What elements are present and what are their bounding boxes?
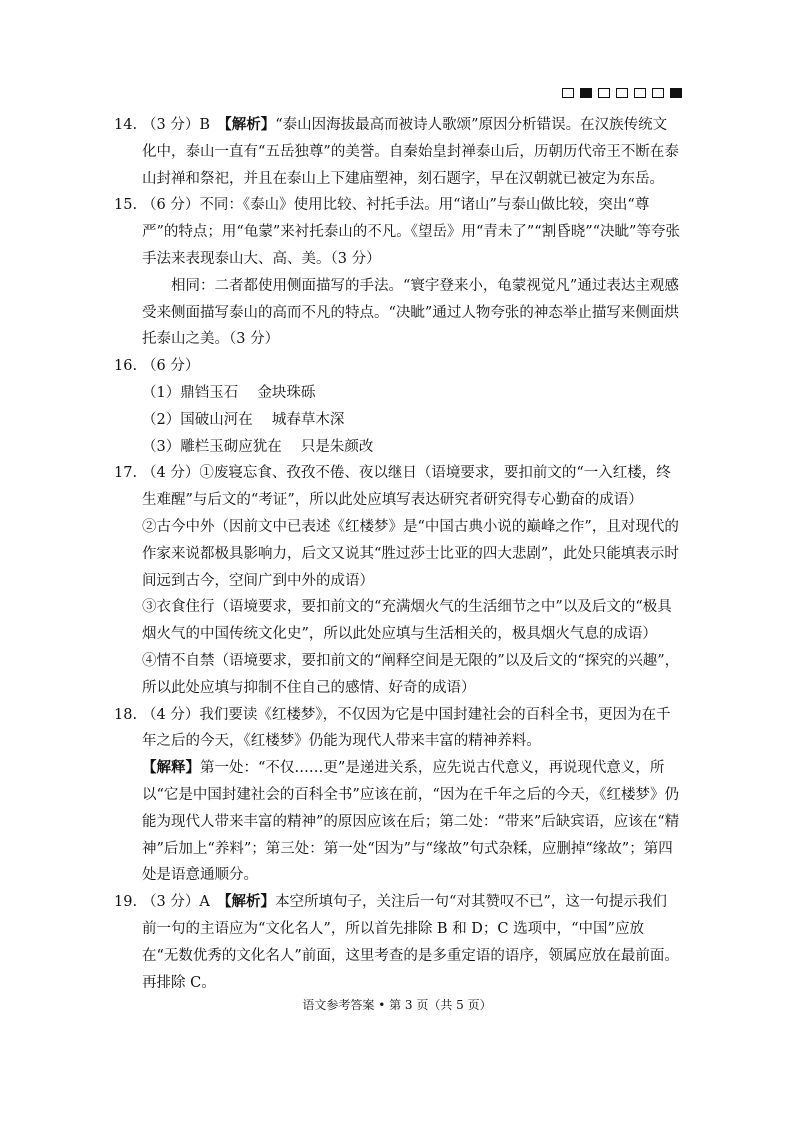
question-18 xyxy=(114,702,680,890)
answer-item: （2）国破山河在 城春草木深 xyxy=(142,411,345,428)
answer-score: （3 分）A xyxy=(142,894,225,911)
answer-text xyxy=(142,889,680,996)
answer-paragraph: ④情不自禁（语境要求，要扣前文的“阐释空间是无限的”以及后文的“探究的兴趣”，所以此处应填与抑制不住自己的感情、好奇的成语） xyxy=(142,652,680,696)
question-17 xyxy=(114,460,680,701)
answer-paragraph: （4 分）①废寝忘食、孜孜不倦、夜以继日（语境要求，要扣前文的“一入红楼，终生难醒”与后文的“考证”，所以此处应填写表达研究者研究得专心勤奋的成语） xyxy=(142,465,671,509)
answer-item: （1）鼎铛玉石 金块珠砾 xyxy=(142,384,316,401)
page-marks xyxy=(562,88,682,98)
mark-square-filled xyxy=(670,88,682,98)
analysis-tag: 【解析】 xyxy=(224,116,276,133)
explanation-text: 第一处：“不仅……更”是递进关系，应先说古代意义，再说现代意义，所以“它是中国封建社会的百科全书”应该在前，“因为在千年之后的今天，《红楼梦》仍能为现代人带来丰富的精神”的原因应该在后；第二处：“带来”后缺宾语，应该在“精神”后加上“养料”；第三处：第一处“因为”与“缘故”句式杂糅，应删掉“缘故”；第四处是语意通顺分。 xyxy=(142,760,680,884)
mark-square-filled xyxy=(580,88,592,98)
mark-square-empty xyxy=(598,88,610,98)
answer-score: （3 分）B xyxy=(142,117,225,133)
question-14 xyxy=(114,112,680,192)
question-number: 17. xyxy=(114,465,138,482)
mark-square-empty xyxy=(652,88,664,98)
question-number: 14. xyxy=(114,117,138,133)
question-number: 19. xyxy=(114,894,138,911)
question-number: 15. xyxy=(114,197,138,214)
question-19 xyxy=(114,889,680,996)
analysis-text: “泰山因海拔最高而被诗人歌颂”原因分析错误。在汉族传统文化中，泰山一直有“五岳独尊”的美誉。自秦始皇封禅泰山后，历朝历代帝王不断在泰山封禅和祭祀，并且在泰山上下建庙塑神，刻石题字，早在汉朝就已被定为东岳。 xyxy=(142,117,679,187)
answer-paragraph: ②古今中外（因前文中已表述《红楼梦》是“中国古典小说的巅峰之作”，且对现代的作家来说都极具影响力，后文又说其“胜过莎士比亚的四大悲剧”，此处只能填表示时间远到古今，空间广到中外的成语） xyxy=(142,518,679,589)
explanation-tag: 【解释】 xyxy=(142,759,200,777)
analysis-tag: 【解析】 xyxy=(224,893,276,911)
answer-paragraph: ③衣食住行（语境要求，要扣前文的“充满烟火气的生活细节之中”以及后文的“极具烟火气的中国传统文化史”，所以此处应填与生活相关的，极具烟火气息的成语） xyxy=(142,599,672,643)
explanation-paragraph xyxy=(142,755,680,889)
answer-paragraph: （6 分）不同：《泰山》使用比较、衬托手法。用“诸山”与泰山做比较，突出“尊严”的特点；用“龟蒙”来衬托泰山的不凡。《望岳》用“青未了”“割昏晓”“决眦”等夸张手法来表现泰山大、高、美。（3 分） xyxy=(142,197,680,267)
answer-text xyxy=(142,112,680,192)
answer-paragraph: 相同：二者都使用侧面描写的手法。“寰宇登来小，龟蒙视觉凡”通过表达主观感受来侧面描写泰山的高而不凡的特点。“决眦”通过人物夸张的神态举止描写来侧面烘托泰山之美。（3 分） xyxy=(142,277,679,348)
mark-square-empty xyxy=(634,88,646,98)
answer-paragraph: （4 分）我们要读《红楼梦》，不仅因为它是中国封建社会的百科全书，更因为在千年之后的今天，《红楼梦》仍能为现代人带来丰富的精神养料。 xyxy=(142,706,671,750)
mark-square-empty xyxy=(616,88,628,98)
answer-score: （6 分） xyxy=(142,358,200,375)
page-footer: 语文参考答案 • 第 3 页（共 5 页） xyxy=(302,998,492,1012)
mark-square-empty xyxy=(562,88,574,98)
analysis-text: 本空所填句子，关注后一句“对其赞叹不已”，这一句提示我们前一句的主语应为“文化名人”，所以首先排除 B 和 D；C 选项中，“中国”应放在“无数优秀的文化名人”前面，这里考查的是多重定语的语序，领属应放在最前面。再排除 C。 xyxy=(142,894,679,991)
answer-item: （3）雕栏玉砌应犹在 只是朱颜改 xyxy=(142,438,374,455)
answer-content xyxy=(114,112,680,996)
question-number: 18. xyxy=(114,706,138,723)
question-15 xyxy=(114,192,680,353)
question-number: 16. xyxy=(114,358,138,375)
question-16 xyxy=(114,353,680,460)
